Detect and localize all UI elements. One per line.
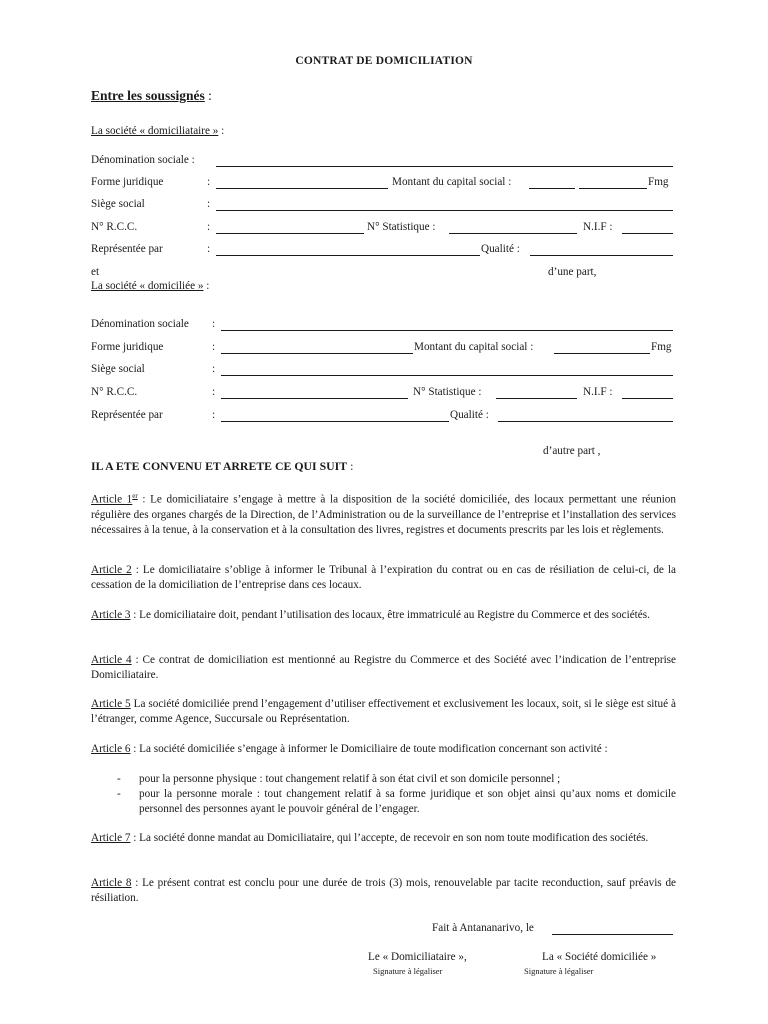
party1-rcc-field[interactable] [216,233,364,234]
party2-nif-label: N.I.F : [583,386,613,398]
article-3: Article 3 : Le domiciliataire doit, pendant l’utilisation des locaux, être immatriculé au Registre du Commerce et des sociétés. [91,609,650,621]
colon: : [212,409,216,421]
party1-statistique-field[interactable] [449,233,577,234]
party2-forme-label: Forme juridique [91,341,164,353]
party1-siege-label: Siège social [91,198,145,210]
article-6-bullet-2: pour la personne morale : tout changement relatif à sa forme juridique et son objet ainsi qu’aux noms et domicile personnel des personnes ayant le pouvoir général de l’engager. [139,788,676,815]
dune-part-label: d’une part, [548,266,597,278]
convenu-heading: IL A ETE CONVENU ET ARRETE CE QUI SUIT : [91,459,354,473]
party2-heading: La société « domiciliée » : [91,280,210,292]
party2-capital-field[interactable] [554,353,650,354]
document-title: CONTRAT DE DOMICILIATION [295,55,473,67]
colon: : [212,386,216,398]
article-4: Article 4 : Ce contrat de domiciliation est mentionné au Registre du Commerce et des Société avec l’indication de l’entreprise Domiciliataire. [91,654,677,681]
party2-statistique-field[interactable] [496,398,577,399]
party1-denomination-label: Dénomination sociale : [91,154,195,166]
party2-representee-label: Représentée par [91,409,163,421]
date-field[interactable] [552,934,673,935]
colon: : [207,176,211,188]
party2-rcc-field[interactable] [221,398,408,399]
party2-forme-field[interactable] [221,353,413,354]
party2-siege-label: Siège social [91,363,145,375]
party1-denomination-field[interactable] [216,166,673,167]
party2-fmg-label: Fmg [651,341,672,353]
party1-statistique-label: N° Statistique : [367,221,436,233]
party2-rcc-label: N° R.C.C. [91,386,138,398]
party2-denomination-label: Dénomination sociale [91,318,189,330]
article-5: Article 5 La société domiciliée prend l’engagement d’utiliser effectivement et exclusivement les locaux, soit, si le siège est situé à l’étranger, comme Agence, Succursale ou Représentation. [91,698,677,725]
party1-representee-label: Représentée par [91,243,163,255]
colon: : [207,198,211,210]
party2-representee-field[interactable] [221,421,449,422]
article-6: Article 6 : La société domiciliée s’engage à informer le Domiciliaire de toute modification concernant son activité : [91,743,608,755]
party1-forme-field[interactable] [216,188,388,189]
signature-right-label: La « Société domiciliée » [542,951,657,963]
fait-a-label: Fait à Antananarivo, le [432,922,534,934]
party1-capital-label: Montant du capital social : [392,176,512,188]
party1-nif-field[interactable] [622,233,673,234]
party2-siege-field[interactable] [221,375,673,376]
colon: : [212,318,216,330]
article-8: Article 8 : Le présent contrat est conclu pour une durée de trois (3) mois, renouvelable par tacite reconduction, sauf préavis de résiliation. [91,877,676,904]
bullet-marker: - [117,773,121,785]
party2-statistique-label: N° Statistique : [413,386,482,398]
colon: : [212,363,216,375]
signature-left-label: Le « Domiciliataire », [368,951,467,963]
party1-capital-field-b[interactable] [579,188,647,189]
article-2: Article 2 : Le domiciliataire s’oblige à informer le Tribunal à l’expiration du contrat ou en cas de résiliation de celui-ci, de la cessation de la domiciliation de l’entreprise dans ces locaux. [91,564,676,591]
party1-forme-label: Forme juridique [91,176,164,188]
parties-heading: Entre les soussignés : [91,88,212,103]
party2-qualite-label: Qualité : [450,409,489,421]
article-6-bullet-1: pour la personne physique : tout changement relatif à son état civil et son domicile personnel ; [139,773,561,785]
colon: : [207,243,211,255]
party1-capital-field-a[interactable] [529,188,575,189]
party2-denomination-field[interactable] [221,330,673,331]
et-label: et [91,266,100,278]
party1-nif-label: N.I.F : [583,221,613,233]
party1-fmg-label: Fmg [648,176,669,188]
party2-qualite-field[interactable] [498,421,673,422]
colon: : [207,221,211,233]
party1-siege-field[interactable] [216,210,673,211]
signature-left-note: Signature à légaliser [373,966,443,976]
colon: : [212,341,216,353]
signature-right-note: Signature à légaliser [524,966,594,976]
party1-qualite-label: Qualité : [481,243,520,255]
party1-representee-field[interactable] [216,255,480,256]
article-1: Article 1er : Le domiciliataire s’engage à mettre à la disposition de la société domiciliée, des locaux permettant une réunion régulière des organes chargés de la Direction, de l’Administration ou de la surveillance de l’entreprise et l’installation des services nécessaires à la tenue, à la conservation et à la consultation des livres, registres et documents prescrits par les lois et règlements. [91,492,676,536]
party1-rcc-label: N° R.C.C. [91,221,138,233]
article-7: Article 7 : La société donne mandat au Domiciliataire, qui l’accepte, de recevoir en son nom toute modification des sociétés. [91,832,649,844]
party1-qualite-field[interactable] [530,255,673,256]
party2-capital-label: Montant du capital social : [414,341,534,353]
party1-heading: La société « domiciliataire » : [91,125,225,137]
party2-nif-field[interactable] [622,398,673,399]
dautre-part-label: d’autre part , [543,445,601,457]
bullet-marker: - [117,788,121,800]
